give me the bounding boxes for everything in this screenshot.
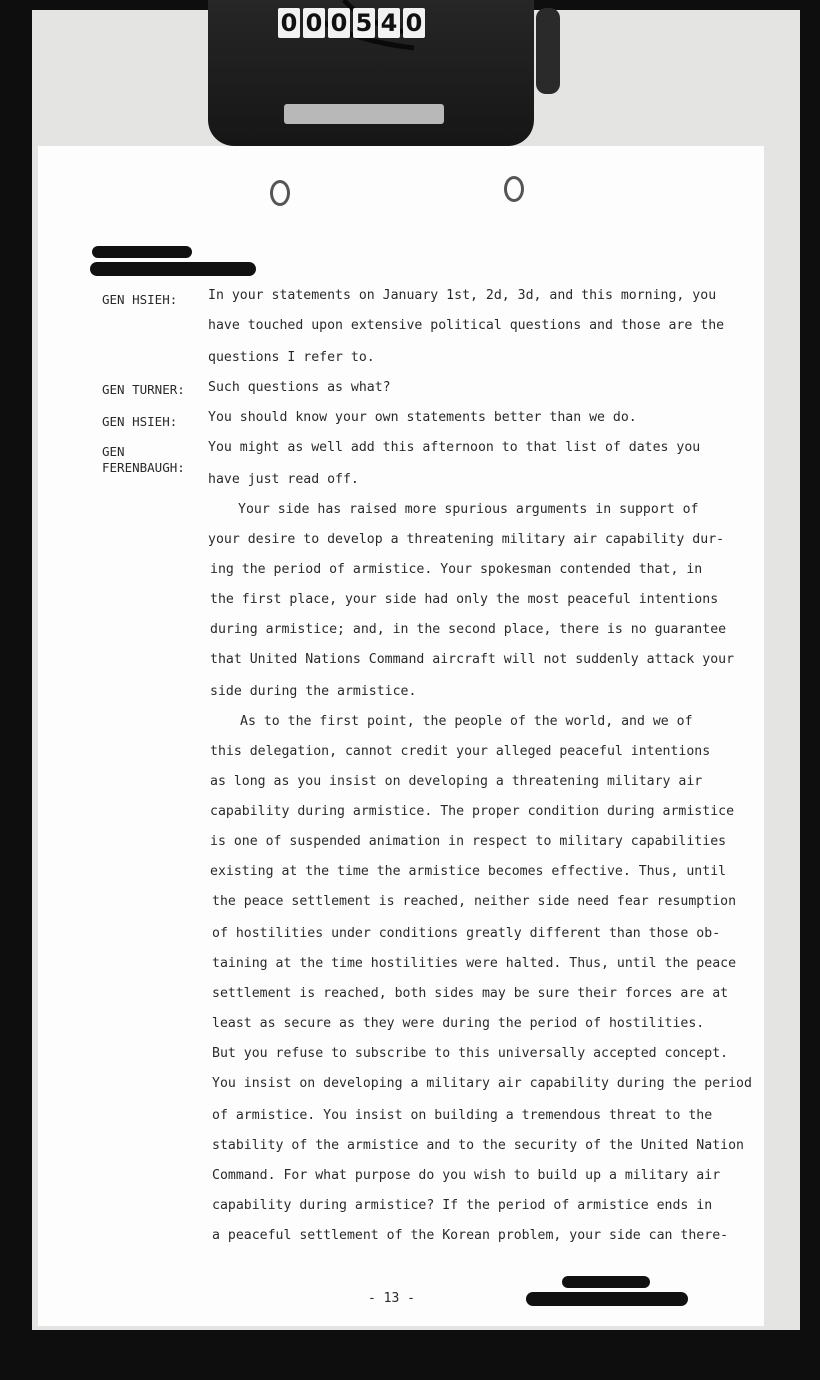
text-line: have just read off. xyxy=(208,472,359,487)
text-line: In your statements on January 1st, 2d, 3d, and this morning, you xyxy=(208,288,717,303)
speaker-label: GEN HSIEH: xyxy=(102,414,178,429)
text-line: taining at the time hostilities were halted. Thus, until the peace xyxy=(212,956,737,971)
text-line: this delegation, cannot credit your alleged peaceful intentions xyxy=(210,744,711,759)
text-line: the peace settlement is reached, neither side need fear resumption xyxy=(212,894,737,909)
text-line: the first place, your side had only the most peaceful intentions xyxy=(210,592,719,607)
punch-hole xyxy=(270,180,290,206)
speaker-label: GEN HSIEH: xyxy=(102,292,178,307)
counter-knob xyxy=(536,8,560,94)
text-line: as long as you insist on developing a threatening military air xyxy=(210,774,703,789)
counter-digit: 0 xyxy=(278,8,300,38)
frame-counter-device xyxy=(208,0,534,146)
text-line: existing at the time the armistice becomes effective. Thus, until xyxy=(210,864,727,879)
speaker-label: GEN TURNER: xyxy=(102,382,185,397)
text-line: ing the period of armistice. Your spokesman contended that, in xyxy=(210,562,703,577)
counter-digit: 0 xyxy=(328,8,350,38)
text-line: capability during armistice? If the period of armistice ends in xyxy=(212,1198,713,1213)
text-line: You should know your own statements better than we do. xyxy=(208,410,637,425)
text-line: Such questions as what? xyxy=(208,380,391,395)
text-line: As to the first point, the people of the world, and we of xyxy=(240,714,693,729)
text-line: Your side has raised more spurious arguments in support of xyxy=(238,502,699,517)
text-line: You insist on developing a military air capability during the period xyxy=(212,1076,752,1091)
text-line: Command. For what purpose do you wish to build up a military air xyxy=(212,1168,721,1183)
text-line: is one of suspended animation in respect to military capabilities xyxy=(210,834,727,849)
text-line: least as secure as they were during the period of hostilities. xyxy=(212,1016,705,1031)
redaction-bar xyxy=(92,246,192,258)
text-line: of armistice. You insist on building a tremendous threat to the xyxy=(212,1108,713,1123)
text-line: have touched upon extensive political questions and those are the xyxy=(208,318,725,333)
text-line: questions I refer to. xyxy=(208,350,375,365)
speaker-label: GEN FERENBAUGH: xyxy=(102,444,185,475)
redaction-bar xyxy=(90,262,256,276)
counter-digit: 5 xyxy=(353,8,375,38)
frame-counter-display xyxy=(278,8,425,38)
text-line: a peaceful settlement of the Korean problem, your side can there- xyxy=(212,1228,729,1243)
counter-digit: 4 xyxy=(378,8,400,38)
text-line: your desire to develop a threatening military air capability dur- xyxy=(208,532,725,547)
text-line: You might as well add this afternoon to that list of dates you xyxy=(208,440,701,455)
counter-digit: 0 xyxy=(303,8,325,38)
page-number: - 13 - xyxy=(368,1291,415,1306)
counter-plate xyxy=(284,104,444,124)
text-line: side during the armistice. xyxy=(210,684,417,699)
text-line: But you refuse to subscribe to this universally accepted concept. xyxy=(212,1046,729,1061)
text-line: settlement is reached, both sides may be sure their forces are at xyxy=(212,986,729,1001)
text-line: of hostilities under conditions greatly different than those ob- xyxy=(212,926,721,941)
punch-hole xyxy=(504,176,524,202)
counter-digit: 0 xyxy=(403,8,425,38)
text-line: that United Nations Command aircraft will not suddenly attack your xyxy=(210,652,735,667)
redaction-bar xyxy=(562,1276,650,1288)
document-page xyxy=(38,146,764,1326)
text-line: capability during armistice. The proper condition during armistice xyxy=(210,804,735,819)
text-line: stability of the armistice and to the security of the United Nation xyxy=(212,1138,744,1153)
text-line: during armistice; and, in the second place, there is no guarantee xyxy=(210,622,727,637)
redaction-bar xyxy=(526,1292,688,1306)
